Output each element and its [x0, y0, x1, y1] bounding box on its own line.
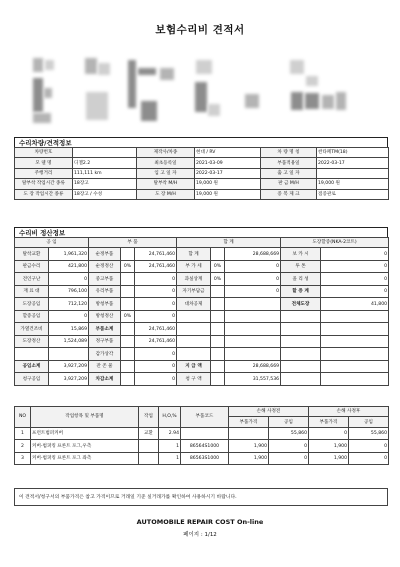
settlement-cell: 자기부담금: [177, 285, 211, 298]
table-row: [15, 273, 389, 286]
work-cell: 커버-범퍼킹 프론트 포그,우측: [31, 440, 139, 453]
work-items-table: [14, 406, 389, 465]
settlement-cell: 정구부품: [89, 335, 121, 348]
settlement-cell: [121, 285, 135, 298]
settlement-cell: 0%: [121, 260, 135, 273]
settlement-cell: 중고부품: [89, 273, 121, 286]
settlement-cell: 지 급 액: [177, 360, 211, 373]
settlement-cell: 712,120: [49, 298, 89, 311]
settlement-cell: 0: [321, 248, 389, 261]
settlement-header: 도장할증(NKA-2코트): [281, 238, 389, 248]
settlement-cell: 가열건조비: [15, 323, 49, 336]
settlement-cell: 0: [135, 273, 177, 286]
settlement-cell: 할 증 계: [281, 285, 321, 298]
work-cell: 프런트범퍼커버: [31, 427, 139, 440]
footer-title: AUTOMOBILE REPAIR COST On-line: [136, 518, 264, 526]
settlement-cell: [281, 310, 321, 323]
work-cell: 1,900: [309, 440, 349, 453]
vehicle-label: 도 장 M/H: [137, 189, 195, 199]
settlement-cell: 부품소계: [89, 323, 121, 336]
vehicle-value: 2021-03-09: [195, 158, 261, 168]
settlement-cell: 잔 존 물: [89, 360, 121, 373]
settlement-cell: [225, 335, 281, 348]
settlement-cell: 과실상계: [177, 273, 211, 286]
settlement-cell: 0: [135, 310, 177, 323]
work-cell: 1: [159, 440, 181, 453]
settlement-cell: [225, 348, 281, 361]
work-subheader: 부품가격: [309, 417, 349, 427]
settlement-cell: [225, 310, 281, 323]
settlement-cell: [211, 310, 225, 323]
settlement-cell: [211, 348, 225, 361]
vehicle-value: 2022-03-17: [195, 168, 261, 178]
table-row: [15, 168, 389, 178]
table-row: [15, 323, 389, 336]
settlement-cell: [211, 373, 225, 386]
vehicle-label: 부품적용일: [261, 158, 317, 168]
settlement-cell: 24,761,460: [135, 323, 177, 336]
work-header: 손해 사정후: [309, 407, 389, 417]
settlement-cell: 31,557,536: [225, 373, 281, 386]
settlement-cell: 순정정산: [89, 260, 121, 273]
settlement-cell: 0: [135, 360, 177, 373]
table-row: [15, 452, 389, 465]
table-row: [15, 189, 389, 199]
vehicle-label: 입 고 일 자: [137, 168, 195, 178]
settlement-cell: 방청부품: [89, 298, 121, 311]
settlement-cell: [321, 335, 389, 348]
table-row: [15, 373, 389, 386]
vehicle-value: 디젤2.2: [73, 158, 137, 168]
settlement-cell: [321, 310, 389, 323]
work-header: 손해 사정전: [229, 407, 309, 417]
table-row: [15, 298, 389, 311]
settlement-cell: [121, 373, 135, 386]
settlement-cell: [225, 298, 281, 311]
settlement-cell: 순정부품: [89, 248, 121, 261]
settlement-cell: [211, 248, 225, 261]
work-header: NO: [15, 407, 31, 428]
vehicle-label: 탈부착 작업시간 종류: [15, 179, 73, 189]
settlement-cell: [121, 298, 135, 311]
settlement-cell: 0%: [211, 260, 225, 273]
settlement-cell: 0: [225, 273, 281, 286]
settlement-cell: 차감소계: [89, 373, 121, 386]
work-cell: 1,900: [229, 452, 269, 465]
settlement-cell: 0: [135, 373, 177, 386]
work-cell: 1: [15, 427, 31, 440]
settlement-cell: 보 카 시: [281, 248, 321, 261]
work-cell: 커버-범퍼킹 프론트 포그 좌측: [31, 452, 139, 465]
work-cell: 2: [15, 440, 31, 453]
settlement-cell: [211, 335, 225, 348]
settlement-cell: 0: [225, 285, 281, 298]
settlement-cell: 유리부품: [89, 285, 121, 298]
settlement-cell: 421,800: [49, 260, 89, 273]
settlement-cell: 24,761,460: [135, 260, 177, 273]
table-row: [15, 238, 389, 248]
work-header: 작업: [139, 407, 159, 428]
settlement-cell: 3,927,209: [49, 360, 89, 373]
settlement-cell: 탈착교환: [15, 248, 49, 261]
settlement-cell: 28,688,669: [225, 360, 281, 373]
vehicle-value: [317, 168, 389, 178]
work-cell: [139, 440, 159, 453]
table-row: [15, 360, 389, 373]
table-row: [15, 148, 389, 158]
page-number: 페이지 : 1/12: [183, 532, 217, 538]
settlement-cell: [211, 360, 225, 373]
settlement-cell: 28,688,669: [225, 248, 281, 261]
settlement-cell: [321, 360, 389, 373]
vehicle-value: [73, 148, 137, 158]
settlement-cell: [321, 348, 389, 361]
settlement-cell: [121, 248, 135, 261]
settlement-cell: 0: [49, 273, 89, 286]
settlement-cell: 올 리 성: [281, 273, 321, 286]
settlement-cell: 청 구 액: [177, 373, 211, 386]
settlement-cell: [281, 373, 321, 386]
vehicle-value: 19,000 원: [195, 189, 261, 199]
vehicle-section-title: 수리차량/견적정보: [14, 137, 388, 147]
settlement-cell: 판금수리: [15, 260, 49, 273]
vehicle-label: 모 델 명: [15, 158, 73, 168]
settlement-cell: [281, 323, 321, 336]
settlement-cell: 재 료 대: [15, 285, 49, 298]
vehicle-value: 19,000 원: [195, 179, 261, 189]
settlement-cell: 0: [135, 298, 177, 311]
settlement-cell: [177, 335, 211, 348]
settlement-header: 부 품: [89, 238, 177, 248]
settlement-cell: [121, 273, 135, 286]
settlement-cell: 3,927,209: [49, 373, 89, 386]
work-cell: 0: [349, 452, 389, 465]
work-cell: 0: [269, 452, 309, 465]
document-title: 보험수리비 견적서: [155, 24, 245, 36]
settlement-cell: 합 계: [177, 248, 211, 261]
vehicle-value: 18장고: [73, 179, 137, 189]
settlement-cell: 41,800: [321, 298, 389, 311]
work-cell: 55,860: [269, 427, 309, 440]
work-cell: 2.94: [159, 427, 181, 440]
vehicle-value: 111,111 km: [73, 168, 137, 178]
settlement-cell: [121, 348, 135, 361]
table-row: [15, 179, 389, 189]
settlement-cell: 1,524,089: [49, 335, 89, 348]
settlement-cell: [225, 323, 281, 336]
vehicle-label: 최초등록일: [137, 158, 195, 168]
price-disclaimer-note: 이 견적서/청구서의 부품가격은 참고 가격이므로 거래일 기준 실거래가를 확인하여 사용하시기 바랍니다.: [14, 488, 388, 506]
vehicle-label: 증 복 제 크: [261, 189, 317, 199]
settlement-cell: 0: [321, 285, 389, 298]
work-cell: 55,860: [349, 427, 389, 440]
settlement-cell: 0: [135, 348, 177, 361]
settlement-cell: 0: [321, 260, 389, 273]
settlement-cell: [321, 373, 389, 386]
settlement-header: 공 임: [15, 238, 89, 248]
settlement-cell: 0: [321, 273, 389, 286]
settlement-table: [14, 237, 389, 386]
vehicle-value: 싼타페TM(18): [317, 148, 389, 158]
vehicle-label: 판 금 M/H: [261, 179, 317, 189]
table-row: [15, 158, 389, 168]
settlement-cell: 방청정산: [89, 310, 121, 323]
table-row: [15, 440, 389, 453]
work-cell: 1,900: [309, 452, 349, 465]
settlement-cell: 0: [49, 310, 89, 323]
table-row: [15, 335, 389, 348]
settlement-cell: [177, 323, 211, 336]
settlement-cell: 감가상각: [89, 348, 121, 361]
settlement-cell: [211, 285, 225, 298]
settlement-cell: [281, 335, 321, 348]
table-row: [15, 260, 389, 273]
settlement-cell: 도장정산: [15, 335, 49, 348]
settlement-cell: [281, 348, 321, 361]
settlement-cell: 청구공임: [15, 373, 49, 386]
settlement-cell: 전체도장: [281, 298, 321, 311]
settlement-cell: 24,761,460: [135, 248, 177, 261]
work-cell: 86563S1000: [181, 452, 229, 465]
vehicle-label: 차 량 명 칭: [261, 148, 317, 158]
settlement-cell: 공임소계: [15, 360, 49, 373]
settlement-cell: [15, 348, 49, 361]
settlement-cell: [121, 323, 135, 336]
vehicle-value: 18장고 / 수성: [73, 189, 137, 199]
settlement-section-title: 수리비 정산정보: [14, 227, 388, 237]
settlement-cell: 24,761,460: [135, 335, 177, 348]
settlement-cell: 견인구난: [15, 273, 49, 286]
vehicle-label: 도 장 작업시간 종류: [15, 189, 73, 199]
work-cell: 86564S1000: [181, 440, 229, 453]
settlement-cell: [281, 360, 321, 373]
settlement-cell: [211, 323, 225, 336]
vehicle-label: 주행거리: [15, 168, 73, 178]
settlement-cell: 할증공임: [15, 310, 49, 323]
vehicle-label: 제작사/차종: [137, 148, 195, 158]
settlement-cell: 투 톤: [281, 260, 321, 273]
settlement-header: 합 계: [177, 238, 281, 248]
settlement-cell: [177, 310, 211, 323]
work-cell: [139, 452, 159, 465]
work-cell: 3: [15, 452, 31, 465]
settlement-cell: 0%: [121, 310, 135, 323]
vehicle-label: 출 고 일 자: [261, 168, 317, 178]
work-cell: [229, 427, 269, 440]
work-cell: 0: [309, 427, 349, 440]
work-cell: 0: [269, 440, 309, 453]
settlement-cell: 대차공제: [177, 298, 211, 311]
settlement-cell: [121, 360, 135, 373]
vehicle-label: 탈부착 M/H: [137, 179, 195, 189]
settlement-cell: [211, 298, 225, 311]
settlement-cell: [49, 348, 89, 361]
settlement-cell: 0: [135, 285, 177, 298]
work-cell: 0: [349, 440, 389, 453]
settlement-cell: 15,869: [49, 323, 89, 336]
vehicle-value: 19,000 원: [317, 179, 389, 189]
table-row: [15, 285, 389, 298]
vehicle-value: 점증관로: [317, 189, 389, 199]
work-cell: [181, 427, 229, 440]
work-subheader: 공임: [269, 417, 309, 427]
work-cell: 1: [159, 452, 181, 465]
table-row: [15, 427, 389, 440]
work-header: 부품코드: [181, 407, 229, 428]
work-subheader: 공임: [349, 417, 389, 427]
vehicle-label: 차량번호: [15, 148, 73, 158]
settlement-cell: 0: [225, 260, 281, 273]
work-header: H,O,%: [159, 407, 181, 428]
settlement-cell: 0%: [211, 273, 225, 286]
settlement-cell: [177, 348, 211, 361]
settlement-cell: [321, 323, 389, 336]
work-cell: 교환: [139, 427, 159, 440]
table-row: [15, 248, 389, 261]
settlement-cell: 도장공임: [15, 298, 49, 311]
vehicle-info-table: [14, 147, 389, 200]
table-row: [15, 310, 389, 323]
table-row: [15, 407, 389, 417]
work-subheader: 부품가격: [229, 417, 269, 427]
settlement-cell: [121, 335, 135, 348]
vehicle-value: 현대 / RV: [195, 148, 261, 158]
table-row: [15, 348, 389, 361]
vehicle-value: 2022-03-17: [317, 158, 389, 168]
work-header: 작업항목 및 부품명: [31, 407, 139, 428]
settlement-cell: 796,100: [49, 285, 89, 298]
settlement-cell: 부 가 세: [177, 260, 211, 273]
work-cell: 1,900: [229, 440, 269, 453]
settlement-cell: 1,961,320: [49, 248, 89, 261]
